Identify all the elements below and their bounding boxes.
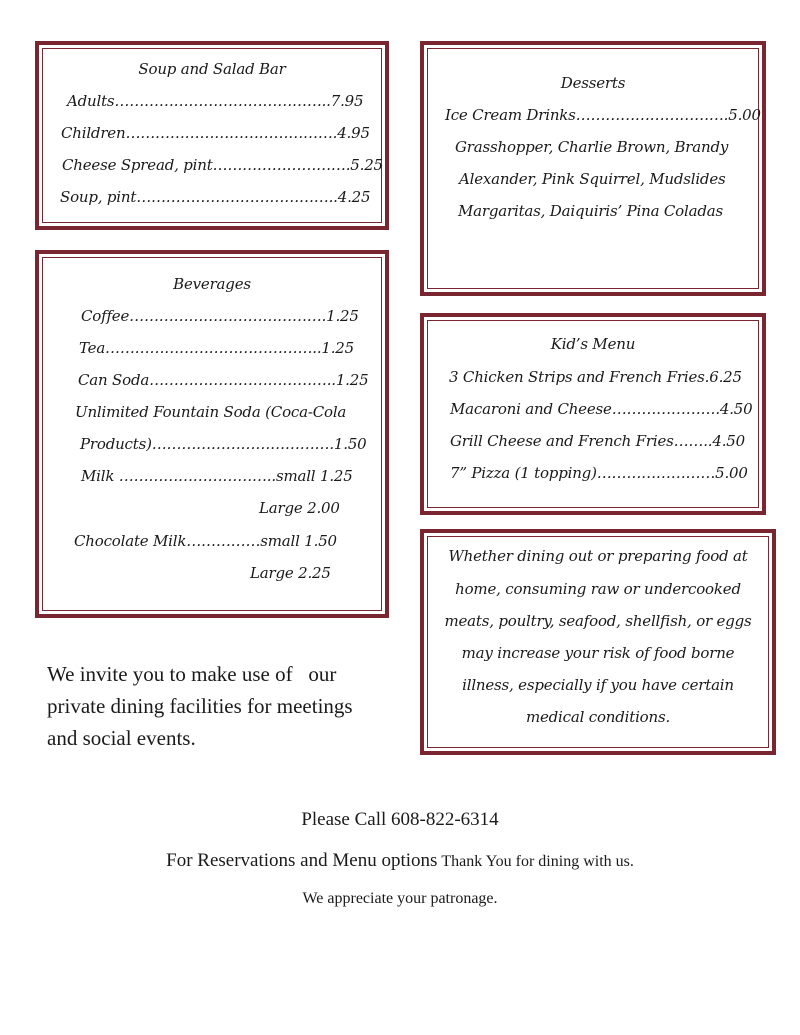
private-dining-line-1: We invite you to make use of our [47,662,337,686]
desserts-title: Desserts [560,74,626,92]
private-dining-line-2: private dining facilities for meetings [47,694,353,718]
menu-item-tea: Tea……………………………………..1.25 [79,339,354,357]
footer-reservations-row [0,850,800,872]
footer-appreciate: We appreciate your patronage. [302,890,498,907]
dessert-drinks-line-3: Margaritas, Daiquiris’ Pina Coladas [458,202,723,220]
menu-item-fountain-soda-cont: Products)……………………………….1.50 [80,435,367,453]
menu-item-pizza: 7” Pizza (1 topping)……………………5.00 [450,464,748,482]
menu-item-fountain-soda: Unlimited Fountain Soda (Coca-Cola [75,403,347,421]
warning-line-4: may increase your risk of food borne [461,644,735,662]
footer-reservations: For Reservations and Menu options [166,850,438,871]
menu-item-soup-pint: Soup, pint…………………………………..4.25 [60,188,371,206]
dessert-drinks-line-2: Alexander, Pink Squirrel, Mudslides [459,170,726,188]
warning-line-2: home, consuming raw or undercooked [455,580,741,598]
private-dining-line-3: and social events. [47,726,196,750]
menu-item-children: Children…………………………………….4.95 [61,124,370,142]
warning-line-6: medical conditions. [525,708,671,726]
menu-item-chocolate-milk: Chocolate Milk……………small 1.50 [74,532,337,550]
menu-item-can-soda: Can Soda………………………………..1.25 [78,371,369,389]
menu-item-milk: Milk …………………………..small 1.25 [81,467,353,485]
warning-line-1: Whether dining out or preparing food at [448,547,748,565]
menu-item-milk-large: Large 2.00 [259,499,340,517]
menu-item-chocolate-milk-large: Large 2.25 [250,564,331,582]
footer-call: Please Call 608-822-6314 [301,809,499,830]
menu-item-coffee: Coffee………………………………….1.25 [81,307,359,325]
menu-item-ice-cream-drinks: Ice Cream Drinks………………………….5.00 [445,106,761,124]
menu-item-grill-cheese: Grill Cheese and French Fries……..4.50 [450,432,745,450]
dessert-drinks-line-1: Grasshopper, Charlie Brown, Brandy [455,138,729,156]
menu-item-chicken-strips: 3 Chicken Strips and French Fries.6.25 [449,368,742,386]
menu-item-cheese-spread: Cheese Spread, pint……………………….5.25 [62,156,383,174]
menu-item-macaroni: Macaroni and Cheese………………….4.50 [450,400,753,418]
menu-item-adults: Adults……………………………………..7.95 [67,92,364,110]
footer-thanks: Thank You for dining with us. [441,853,634,870]
warning-line-3: meats, poultry, seafood, shellfish, or eggs [444,612,752,630]
beverages-title: Beverages [173,275,251,293]
beverages-box [35,250,389,618]
kids-menu-title: Kid’s Menu [550,335,636,353]
warning-line-5: illness, especially if you have certain [462,676,734,694]
soup-salad-bar-title: Soup and Salad Bar [138,60,286,78]
